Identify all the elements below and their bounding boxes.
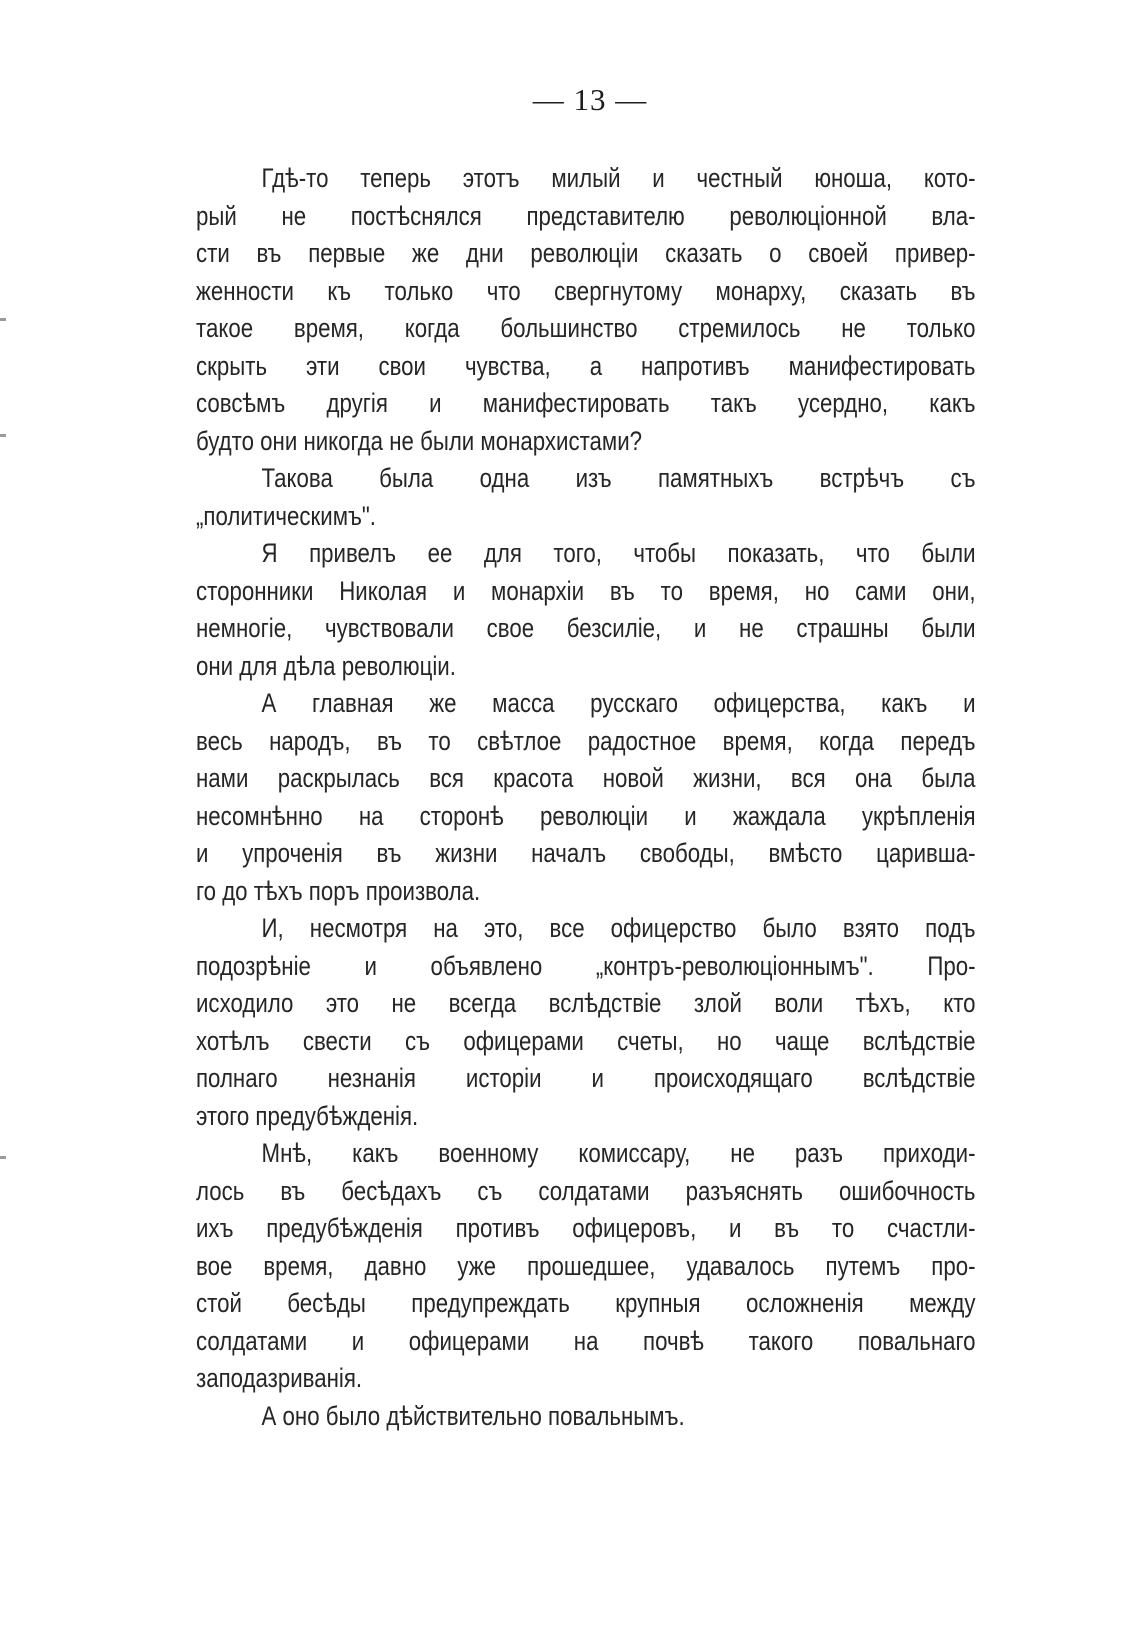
text-line: вое время, давно уже прошедшее, удавалось путемъ про- (196, 1250, 976, 1281)
paragraph (196, 1135, 976, 1398)
text-line: Гдѣ-то теперь этотъ милый и честный юноша, кото- (261, 163, 976, 193)
text-line: „политическимъ". (196, 500, 376, 531)
text-line: сти въ первые же дни революціи сказать о своей привер- (196, 238, 976, 268)
page-edge-mark (0, 434, 6, 437)
text-line: го до тѣхъ поръ произвола. (196, 875, 481, 906)
text-line: они для дѣла революціи. (196, 650, 456, 681)
text-line: стой бесѣды предупреждать крупныя осложненія между (196, 1288, 976, 1318)
text-line: рый не постѣснялся представителю революціонной вла- (196, 200, 976, 231)
text-line: немногіе, чувствовали свое безсиліе, и не страшны были (196, 613, 976, 643)
page-number: — 13 — (532, 82, 648, 117)
text-line: женности къ только что свергнутому монарху, сказать въ (196, 275, 976, 306)
text-line: скрыть эти свои чувства, а напротивъ манифестировать (196, 350, 976, 381)
text-line: несомнѣнно на сторонѣ революціи и жаждала укрѣпленія (196, 800, 976, 831)
page-edge-mark (0, 318, 6, 321)
text-line: лось въ бесѣдахъ съ солдатами разъяснять ошибочность (196, 1175, 976, 1206)
text-line: заподазриванія. (196, 1363, 363, 1393)
paragraph (196, 1398, 976, 1436)
text-line: совсѣмъ другія и манифестировать такъ усердно, какъ (196, 388, 976, 418)
text-line: и упроченія въ жизни началъ свободы, вмѣсто царивша- (196, 838, 976, 868)
text-line: ихъ предубѣжденія противъ офицеровъ, и въ то счастли- (196, 1213, 976, 1243)
text-line: весь народъ, въ то свѣтлое радостное время, когда передъ (196, 725, 976, 756)
paragraph (196, 160, 976, 460)
text-line: Мнѣ, какъ военному комиссару, не разъ приходи- (261, 1138, 976, 1168)
paragraph (196, 460, 976, 535)
text-line: подозрѣніе и объявлено „контръ-революціоннымъ". Про- (196, 950, 976, 981)
text-line: нами раскрылась вся красота новой жизни, вся она была (196, 763, 976, 793)
paragraph (196, 910, 976, 1135)
text-line: такое время, когда большинство стремилось не только (196, 313, 976, 343)
text-line: исходило это не всегда вслѣдствіе злой воли тѣхъ, кто (196, 988, 976, 1018)
text-line: Такова была одна изъ памятныхъ встрѣчъ съ (261, 463, 976, 493)
text-line: солдатами и офицерами на почвѣ такого повальнаго (196, 1325, 976, 1356)
body-text (196, 160, 976, 1435)
text-line: Я привелъ ее для того, чтобы показать, что были (261, 538, 976, 568)
text-line: А главная же масса русскаго офицерства, какъ и (261, 688, 976, 718)
paragraph (196, 685, 976, 910)
text-line: полнаго незнанія исторіи и происходящаго вслѣдствіе (196, 1063, 976, 1093)
page-edge-mark (0, 1156, 6, 1159)
text-line: И, несмотря на это, все офицерство было взято подъ (261, 913, 976, 943)
text-line: А оно было дѣйствительно повальнымъ. (261, 1400, 685, 1431)
text-line: сторонники Николая и монархіи въ то время, но сами они, (196, 575, 976, 606)
text-line: будто они никогда не были монархистами? (196, 425, 643, 456)
text-line: этого предубѣжденія. (196, 1100, 419, 1131)
paragraph (196, 535, 976, 685)
text-line: хотѣлъ свести съ офицерами счеты, но чаще вслѣдствіе (196, 1025, 976, 1056)
